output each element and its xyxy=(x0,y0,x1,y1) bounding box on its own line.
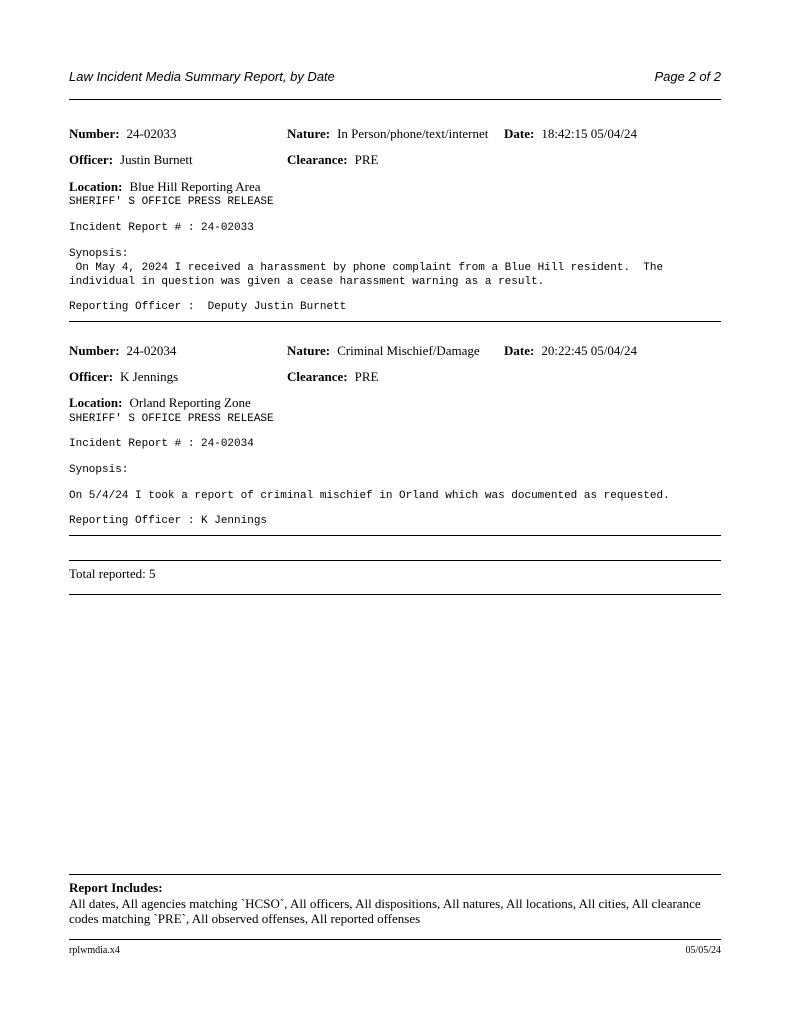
synopsis-text-line: individual in question was given a cease harassment warning as a result. xyxy=(69,276,545,288)
reporting-officer: Reporting Officer : K Jennings xyxy=(69,515,268,527)
officer-label: Officer: xyxy=(69,152,114,167)
page-footer-divider xyxy=(69,939,721,940)
location-label: Location: xyxy=(69,395,123,410)
incident-location xyxy=(69,395,251,411)
header-divider xyxy=(69,99,721,100)
nature-value: Criminal Mischief/Damage xyxy=(337,343,480,358)
location-value: Blue Hill Reporting Area xyxy=(129,179,261,194)
synopsis-label: Synopsis: xyxy=(69,248,129,260)
synopsis-text-line: On 5/4/24 I took a report of criminal mischief in Orland which was documented as requested. xyxy=(69,490,670,502)
incident-number xyxy=(69,126,176,142)
total-reported: Total reported: 5 xyxy=(69,566,156,581)
date-value: 18:42:15 05/04/24 xyxy=(541,126,638,141)
incident-date xyxy=(504,343,637,359)
incident-divider xyxy=(69,535,721,536)
nature-value: In Person/phone/text/internet xyxy=(337,126,489,141)
officer-label: Officer: xyxy=(69,369,114,384)
date-value: 20:22:45 05/04/24 xyxy=(541,343,638,358)
nature-label: Nature: xyxy=(287,343,331,358)
synopsis-label: Synopsis: xyxy=(69,464,129,476)
date-label: Date: xyxy=(504,343,535,358)
report-includes-text: All dates, All agencies matching `HCSO`, All officers, All dispositions, All natures, All locations, All cities, All clearance codes matching `PRE`, All observed offenses, All reported offenses xyxy=(69,896,701,926)
incident-location xyxy=(69,179,261,195)
totals-top-divider xyxy=(69,560,721,561)
totals-bottom-divider xyxy=(69,594,721,595)
number-value: 24-02033 xyxy=(126,126,177,141)
number-label: Number: xyxy=(69,126,120,141)
officer-value: Justin Burnett xyxy=(120,152,193,167)
incident-number xyxy=(69,343,176,359)
incident-clearance xyxy=(287,369,378,385)
clearance-value: PRE xyxy=(354,152,379,167)
incident-nature xyxy=(287,126,488,142)
press-release-line: SHERIFF' S OFFICE PRESS RELEASE xyxy=(69,196,274,208)
report-includes-label: Report Includes: xyxy=(69,880,163,895)
date-label: Date: xyxy=(504,126,535,141)
incident-date xyxy=(504,126,637,142)
incident-nature xyxy=(287,343,480,359)
clearance-label: Clearance: xyxy=(287,369,348,384)
press-release-line: SHERIFF' S OFFICE PRESS RELEASE xyxy=(69,413,274,425)
nature-label: Nature: xyxy=(287,126,331,141)
incident-officer xyxy=(69,152,193,168)
incident-clearance xyxy=(287,152,378,168)
incident-divider xyxy=(69,321,721,322)
officer-value: K Jennings xyxy=(120,369,179,384)
report-title: Law Incident Media Summary Report, by Date xyxy=(69,69,335,84)
incident-report-number: Incident Report # : 24-02033 xyxy=(69,222,254,234)
location-label: Location: xyxy=(69,179,123,194)
incident-officer xyxy=(69,369,178,385)
footer-divider xyxy=(69,874,721,875)
page-number: Page 2 of 2 xyxy=(654,69,721,84)
program-name: rplwmdia.x4 xyxy=(69,945,120,956)
print-date: 05/05/24 xyxy=(685,945,721,956)
number-label: Number: xyxy=(69,343,120,358)
number-value: 24-02034 xyxy=(126,343,177,358)
clearance-label: Clearance: xyxy=(287,152,348,167)
incident-report-number: Incident Report # : 24-02034 xyxy=(69,438,254,450)
synopsis-text-line: On May 4, 2024 I received a harassment by phone complaint from a Blue Hill resident. The xyxy=(69,262,664,274)
reporting-officer: Reporting Officer : Deputy Justin Burnett xyxy=(69,301,347,313)
clearance-value: PRE xyxy=(354,369,379,384)
location-value: Orland Reporting Zone xyxy=(129,395,251,410)
